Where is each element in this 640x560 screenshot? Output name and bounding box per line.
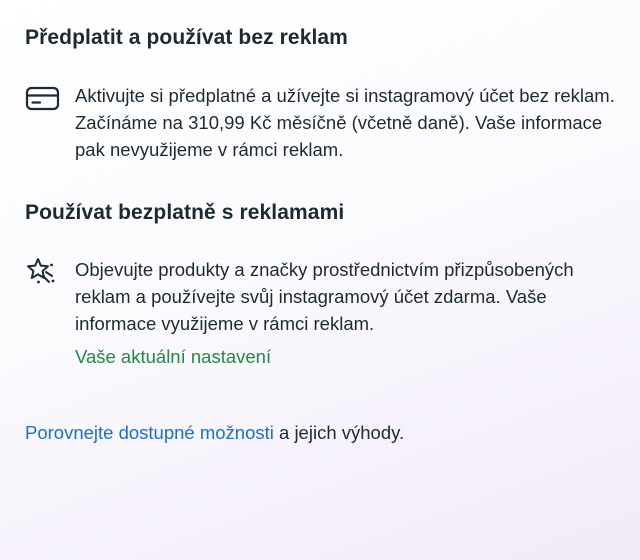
free-option[interactable] [25,256,615,370]
credit-card-icon [25,83,61,111]
free-description: Objevujte produkty a značky prostřednictvím přizpůsobených reklam a používejte svůj instagramový účet zdarma. Vaše informace využijeme v rámci reklam. [75,259,574,334]
current-setting-label: Vaše aktuální nastavení [75,346,272,367]
compare-options-line [25,419,404,446]
subscription-section-title: Předplatit a používat bez reklam [25,26,348,49]
free-section-title: Používat bezplatně s reklamami [25,201,345,224]
compare-options-suffix: a jejich výhody. [273,422,405,443]
subscription-option[interactable] [25,82,615,163]
sparkle-star-icon [25,257,61,285]
compare-options-link[interactable]: Porovnejte dostupné možnosti [25,422,274,443]
subscription-description: Aktivujte si předplatné a užívejte si instagramový účet bez reklam. Začínáme na 310,99 Kč měsíčně (včetně daně). Vaše informace pak nevyužijeme v rámci reklam. [75,85,615,160]
